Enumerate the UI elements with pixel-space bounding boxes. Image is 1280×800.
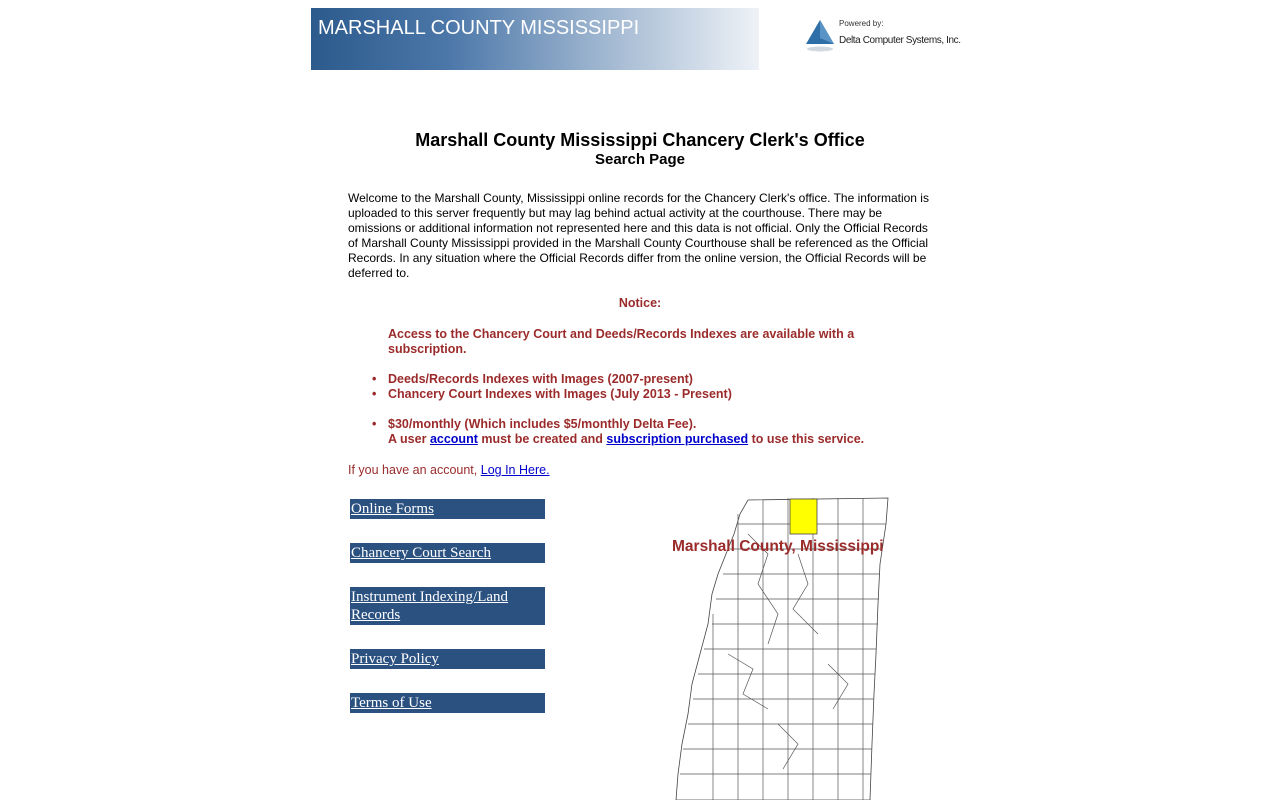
welcome-paragraph: Welcome to the Marshall County, Mississippi online records for the Chancery Clerk's office. The information is uploaded to this server frequently but may lag behind actual activity at the courthouse. There may be omissions or additional information not represented here and this data is not official. Only the Official Records of Marshall County Mississippi provided in the Marshall County Courthouse shall be referenced as the Official Records. In any situation where the Official Records differ from the online version, the Official Records will be deferred to. [348, 191, 929, 280]
login-line [348, 463, 550, 477]
notice-item [372, 417, 948, 447]
page-subtitle: Search Page [594, 151, 686, 168]
bullet-icon: • [372, 372, 377, 386]
list-spacer [388, 402, 948, 417]
header-banner [311, 8, 759, 70]
nav-online-forms[interactable]: Online Forms [349, 498, 546, 520]
nav-instrument-indexing[interactable]: Instrument Indexing/Land Records [349, 586, 546, 626]
notice-item-text: Chancery Court Indexes with Images (July 2013 - Present) [388, 387, 732, 401]
delta-logo-icon [804, 18, 836, 54]
notice-item [372, 387, 948, 402]
notice-suffix: to use this service. [751, 432, 865, 446]
page-title: Marshall County Mississippi Chancery Clerk's Office [415, 130, 865, 150]
powered-by-logo [804, 16, 961, 58]
powered-by-company: Delta Computer Systems, Inc. [839, 35, 961, 46]
notice-item [372, 372, 948, 387]
login-prefix: If you have an account, [348, 463, 478, 477]
map-caption: Marshall County, Mississippi [672, 538, 884, 555]
login-link[interactable]: Log In Here. [480, 463, 550, 477]
nav-terms-of-use[interactable]: Terms of Use [349, 692, 546, 714]
account-link[interactable]: account [429, 432, 478, 446]
notice-item-text: Deeds/Records Indexes with Images (2007-present) [388, 372, 693, 386]
nav-privacy-policy[interactable]: Privacy Policy [349, 648, 546, 670]
notice-title: Notice: [618, 296, 662, 310]
banner-title: MARSHALL COUNTY MISSISSIPPI [318, 17, 640, 39]
bullet-icon: • [372, 387, 377, 401]
subscription-link[interactable]: subscription purchased [606, 432, 749, 446]
notice-intro: Access to the Chancery Court and Deeds/Records Indexes are available with a subscription. [388, 327, 855, 356]
powered-by-label: Powered by: [839, 19, 884, 28]
notice-user-prefix: A user [388, 432, 427, 446]
bullet-icon: • [372, 417, 377, 431]
marshall-county-highlight [790, 499, 817, 534]
notice-price: $30/monthly (Which includes $5/monthly Delta Fee). [388, 417, 697, 431]
nav-chancery-court-search[interactable]: Chancery Court Search [349, 542, 546, 564]
notice-middle: must be created and [481, 432, 603, 446]
mississippi-county-map [668, 494, 898, 800]
notice-list [372, 372, 948, 447]
